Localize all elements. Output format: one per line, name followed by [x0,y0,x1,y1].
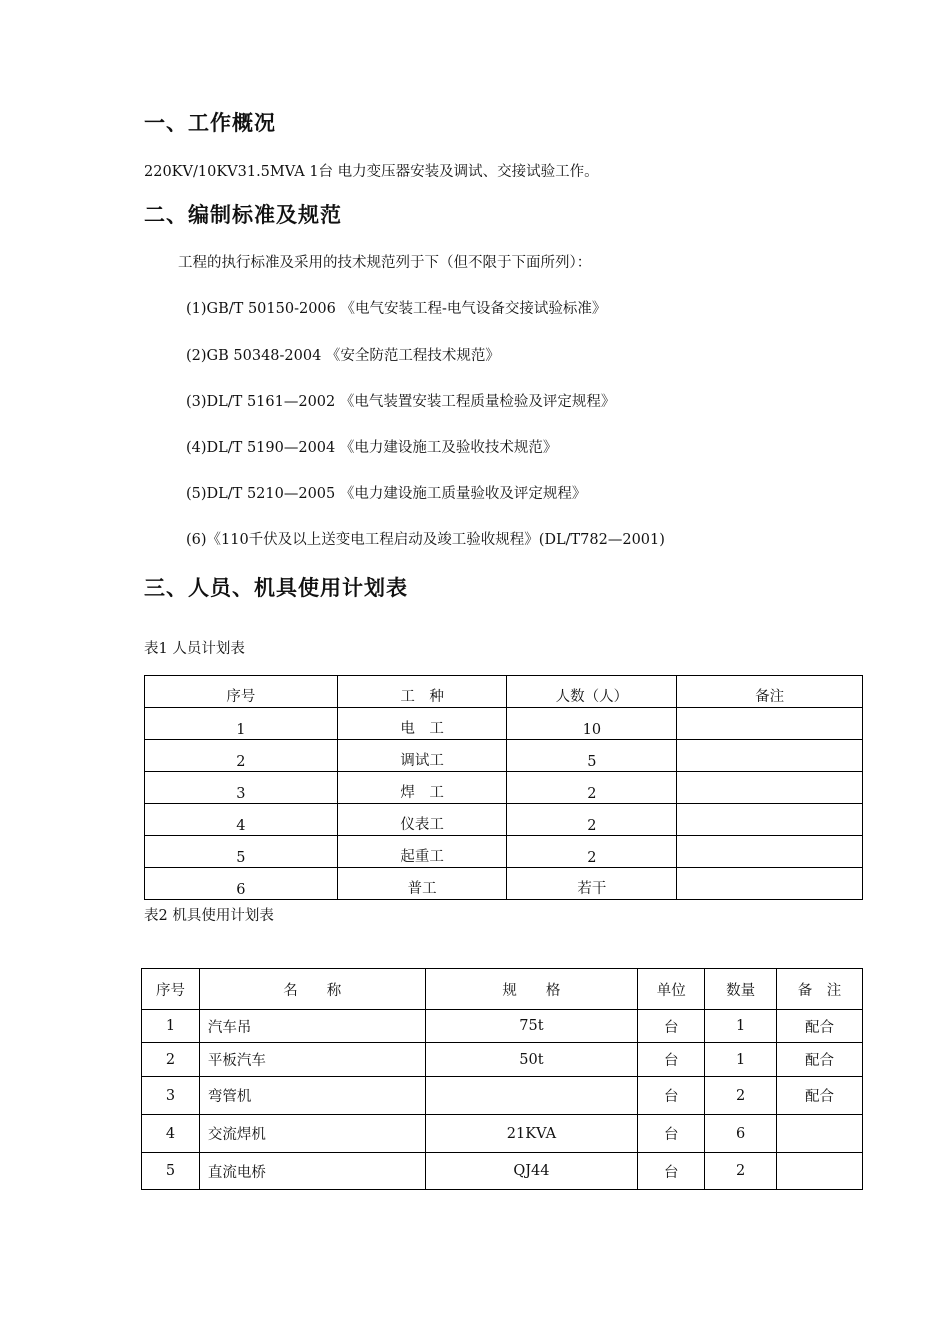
table-row [145,708,863,740]
header-cell: 单位 [638,969,705,1010]
standard-item: (5)DL/T 5210—2005 《电力建设施工质量验收及评定规程》 [186,486,587,502]
table-cell: 5 [142,1153,200,1190]
table-header-row [142,969,863,1010]
section-3-title: 三、人员、机具使用计划表 [144,576,408,600]
header-cell: 工 种 [337,676,507,708]
table-row [145,868,863,900]
table-cell [677,836,863,868]
table-cell: 6 [705,1115,777,1153]
table-cell: 直流电桥 [199,1153,425,1190]
standard-item: (4)DL/T 5190—2004 《电力建设施工及验收技术规范》 [186,440,558,456]
section-2-title: 二、编制标准及规范 [144,203,342,227]
table-row [142,1077,863,1115]
table-cell: 2 [507,772,677,804]
table-cell: 若干 [507,868,677,900]
standard-item: (1)GB/T 50150-2006 《电气安装工程-电气设备交接试验标准》 [186,301,607,317]
standard-item: (2)GB 50348-2004 《安全防范工程技术规范》 [186,348,500,364]
table-cell: 5 [145,836,338,868]
table-cell [677,868,863,900]
table-cell [777,1153,863,1190]
table-header-row [145,676,863,708]
table-cell: 3 [145,772,338,804]
standard-item: (3)DL/T 5161—2002 《电气装置安装工程质量检验及评定规程》 [186,394,616,410]
table-cell: 1 [145,708,338,740]
table-cell: 5 [507,740,677,772]
table-cell: 台 [638,1115,705,1153]
table-cell: 台 [638,1010,705,1043]
table-cell: 普工 [337,868,507,900]
table-cell: 4 [145,804,338,836]
table-cell: 10 [507,708,677,740]
table-cell: 2 [145,740,338,772]
table-cell: 台 [638,1077,705,1115]
table-cell: 仪表工 [337,804,507,836]
section-2-intro: 工程的执行标准及采用的技术规范列于下（但不限于下面所列）： [178,255,592,271]
table-row [145,804,863,836]
table-cell: 配合 [777,1077,863,1115]
table-cell: 配合 [777,1010,863,1043]
table-cell: QJ44 [425,1153,638,1190]
table-cell: 1 [705,1010,777,1043]
header-cell: 规 格 [425,969,638,1010]
header-cell: 数量 [705,969,777,1010]
table-row [145,836,863,868]
table2-caption: 表2 机具使用计划表 [144,908,274,924]
header-cell: 序号 [142,969,200,1010]
section-1-title: 一、工作概况 [144,111,276,135]
header-cell: 备注 [677,676,863,708]
table-cell: 弯管机 [199,1077,425,1115]
table-cell [425,1077,638,1115]
table-cell: 21KVA [425,1115,638,1153]
table-cell: 1 [705,1043,777,1077]
table-cell: 50t [425,1043,638,1077]
table-cell: 平板汽车 [199,1043,425,1077]
table-cell: 调试工 [337,740,507,772]
standard-item: (6)《110千伏及以上送变电工程启动及竣工验收规程》(DL/T782—2001) [186,532,665,548]
table-cell: 2 [507,836,677,868]
table-cell [677,708,863,740]
section-1-text: 220KV/10KV31.5MVA 1台 电力变压器安装及调试、交接试验工作。 [144,164,599,180]
table-cell [777,1115,863,1153]
table-cell: 配合 [777,1043,863,1077]
table-row [142,1043,863,1077]
equipment-table [141,968,863,1190]
table-cell: 电 工 [337,708,507,740]
table-cell: 4 [142,1115,200,1153]
table1-caption: 表1 人员计划表 [144,641,245,657]
table-cell [677,804,863,836]
table-cell: 交流焊机 [199,1115,425,1153]
table-cell [677,772,863,804]
table-row [142,1115,863,1153]
table-cell: 起重工 [337,836,507,868]
table-cell: 汽车吊 [199,1010,425,1043]
table-row [142,1153,863,1190]
table-cell: 2 [142,1043,200,1077]
header-cell: 序号 [145,676,338,708]
header-cell: 备 注 [777,969,863,1010]
header-cell: 名 称 [199,969,425,1010]
table-cell: 3 [142,1077,200,1115]
table-row [145,740,863,772]
personnel-table [144,675,863,900]
table-cell: 2 [705,1153,777,1190]
table-cell: 焊 工 [337,772,507,804]
table-cell: 台 [638,1043,705,1077]
table-cell: 台 [638,1153,705,1190]
table-cell: 2 [507,804,677,836]
table-cell: 75t [425,1010,638,1043]
table-cell: 1 [142,1010,200,1043]
header-cell: 人数（人） [507,676,677,708]
table-row [142,1010,863,1043]
table-row [145,772,863,804]
table-cell [677,740,863,772]
table-cell: 6 [145,868,338,900]
table-cell: 2 [705,1077,777,1115]
